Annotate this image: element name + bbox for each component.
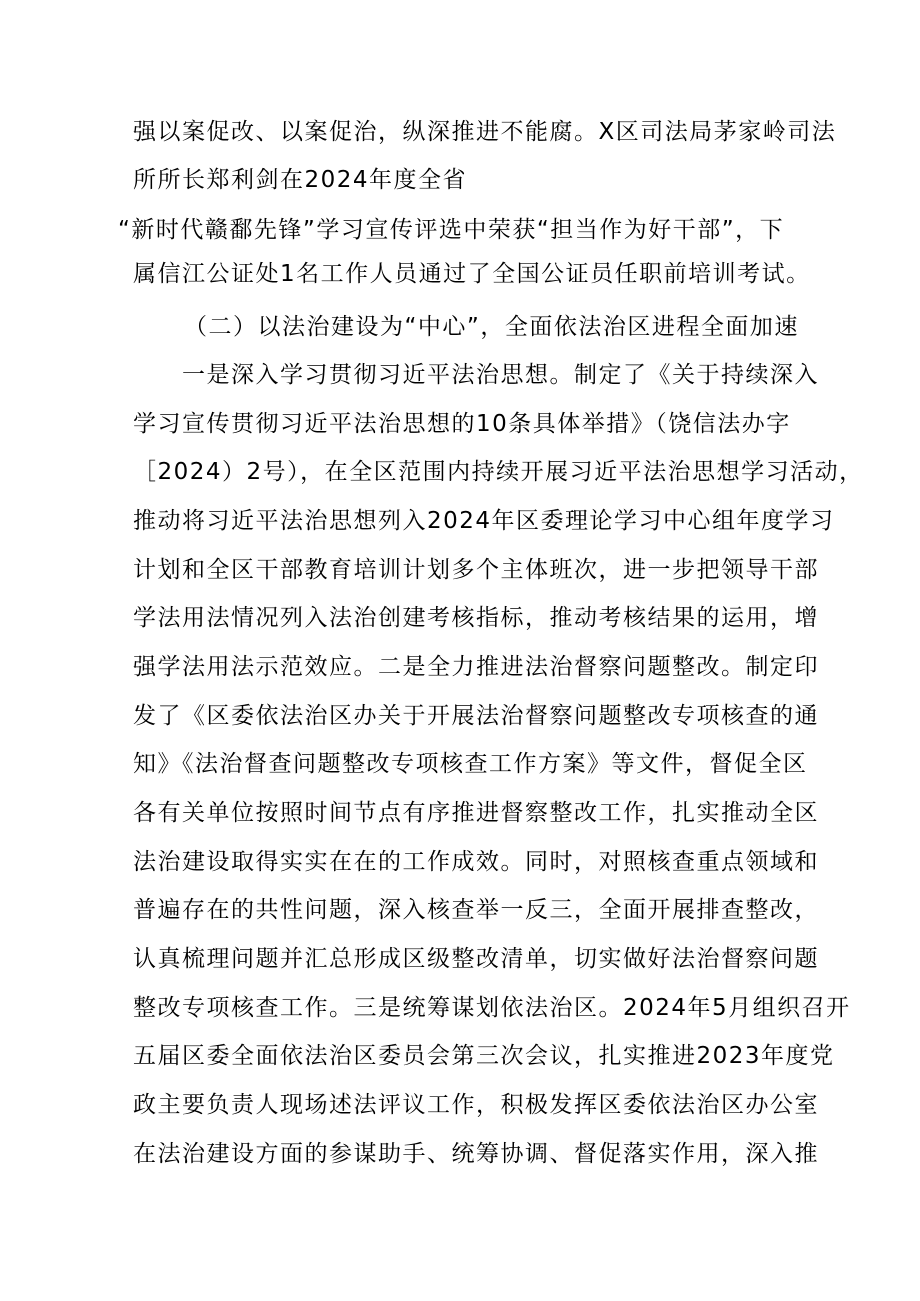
text-line: “新时代赣鄱先锋”学习宣传评选中荣获“担当作为好干部”，下 [118,217,785,243]
text-line: 在法治建设方面的参谋助手、统筹协调、督促落实作用，深入推 [133,1141,819,1167]
text-line: 知》《法治督查问题整改专项核查工作方案》等文件，督促全区 [133,751,808,777]
text-line: 所所长郑利剑在2024年度全省 [133,167,468,193]
text-line: 法治建设取得实实在在的工作成效。同时，对照核查重点领域和 [133,849,819,875]
text-line: 整改专项核查工作。三是统筹谋划依法治区。2024年5月组织召开 [133,995,851,1021]
text-line: 一是深入学习贯彻习近平法治思想。制定了《关于持续深入 [182,362,819,388]
text-line: 普遍存在的共性问题，深入核查举一反三，全面开展排查整改， [133,897,819,923]
text-line: ［2024）2号），在全区范围内持续开展习近平法治思想学习活动， [133,459,864,485]
section-heading: （二）以法治建设为“中心”，全面依法治区进程全面加速 [184,314,799,340]
text-line: 认真梳理问题并汇总形成区级整改清单，切实做好法治督察问题 [133,946,819,972]
text-line: 学习宣传贯彻习近平法治思想的10条具体举措》（饶信法办字 [133,411,791,437]
text-line: 学法用法情况列入法治创建考核指标，推动考核结果的运用，增 [133,605,819,631]
text-line: 发了《区委依法治区办关于开展法治督察问题整改专项核查的通 [133,703,819,729]
text-line: 推动将习近平法治思想列入2024年区委理论学习中心组年度学习 [133,508,835,534]
text-line: 强学法用法示范效应。二是全力推进法治督察问题整改。制定印 [133,654,819,680]
text-line: 各有关单位按照时间节点有序推进督察整改工作，扎实推动全区 [133,800,819,826]
text-line: 五届区委全面依法治区委员会第三次会议，扎实推进2023年度党 [133,1043,835,1069]
text-line: 属信江公证处1名工作人员通过了全国公证员任职前培训考试。 [133,261,811,287]
text-line: 政主要负责人现场述法评议工作，积极发挥区委依法治区办公室 [133,1092,819,1118]
text-line: 计划和全区干部教育培训计划多个主体班次，进一步把领导干部 [133,557,819,583]
text-line: 强以案促改、以案促治，纵深推进不能腐。X区司法局茅家岭司法 [133,119,837,145]
